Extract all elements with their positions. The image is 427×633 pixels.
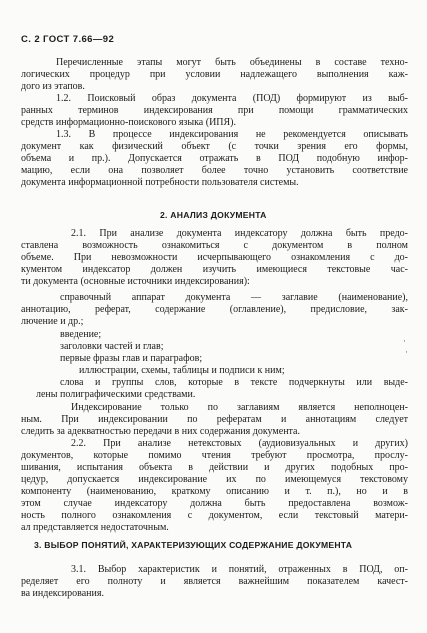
text-line: мацию, если она позволяет более точно установить соответствие [21,165,408,176]
text-line: иллюстрации, схемы, таблицы и подписи к ним; [79,365,285,376]
section-heading: 2. АНАЛИЗ ДОКУМЕНТА [160,210,267,220]
text-line: 2.2. При анализе нетекстовых (аудиовизуальных и других) [71,438,408,449]
margin-mark: · [403,336,406,346]
text-line: ранных терминов индексирования при помощи грамматических [21,105,408,116]
text-line: дого из этапов. [21,81,85,92]
text-line: цедур, допускается индексирование их по имеющемуся текстовому [21,474,408,485]
text-line: ал представляется недостаточным. [21,522,169,533]
text-line: слова и группы слов, которые в тексте подчеркнуты или выде- [60,377,408,388]
text-line: ределяет его полноту и является важнейшим показателем качест- [21,576,408,587]
text-line: 1.3. В процессе индексирования не рекомендуется описывать [56,129,408,140]
text-line: заголовки частей и глав; [60,341,164,352]
text-line: 2.1. При анализе документа индексатору должна быть предо- [71,228,408,239]
text-line: компоненту (наименованию, краткому описанию и т. п.), но и в [21,486,408,497]
text-line: ность полного ознакомления с документом, если текстовый матери- [21,510,408,521]
text-line: документ как физический объект (с точки зрения его формы, [21,141,408,152]
text-line: следить за адекватностью передачи в них содержания документа. [21,426,300,437]
section-heading: 3. ВЫБОР ПОНЯТИЙ, ХАРАКТЕРИЗУЮЩИХ СОДЕРЖАНИЕ ДОКУМЕНТА [34,540,353,550]
text-line: введение; [60,329,102,340]
text-line: документа информационной потребности пользователя системы. [21,177,299,188]
margin-mark: · [405,347,408,357]
text-line: объема и пр.). Допускается отражать в ПОД подобную инфор- [21,153,408,164]
text-line: Перечисленные этапы могут быть объединены в составе техно- [56,57,408,68]
text-line: этом случае индексатору должна быть предоставлена возмож- [21,498,408,509]
text-line: аннотацию, реферат, содержание (оглавление), предисловие, зак- [21,304,408,315]
text-line: справочный аппарат документа — заглавие (наименование), [60,292,408,303]
text-line: Индексирование только по заглавиям является неполноцен- [71,402,408,413]
text-line: ставлена возможность ознакомиться с документом в полном [21,240,408,251]
text-line: шивания, испытания объекта в действии и других подобных про- [21,462,408,473]
text-line: лены полиграфическими средствами. [36,389,196,400]
text-line: ным. При индексировании по рефератам и аннотациям следует [21,414,408,425]
text-line: объеме. При невозможности исчерпывающего ознакомления с до- [21,252,408,263]
text-line: ти документа (основные источники индексирования): [21,276,250,287]
text-line: 1.2. Поисковый образ документа (ПОД) формируют из выб- [56,93,408,104]
text-line: средств информационно-поискового языка (ИПЯ). [21,117,237,128]
text-line: логических процедур при условии надлежащего выполнения каж- [21,69,408,80]
text-line: документов, которые помимо чтения требуют просмотра, прослу- [21,450,408,461]
text-line: кументом индексатор должен изучить имеющиеся текстовые час- [21,264,408,275]
text-line: лючение и др.; [21,316,84,327]
page-header: С. 2 ГОСТ 7.66—92 [21,34,115,45]
text-line: 3.1. Выбор характеристик и понятий, отраженных в ПОД, оп- [71,564,408,575]
text-line: ва индексирования. [21,588,104,599]
text-line: первые фразы глав и параграфов; [60,353,203,364]
